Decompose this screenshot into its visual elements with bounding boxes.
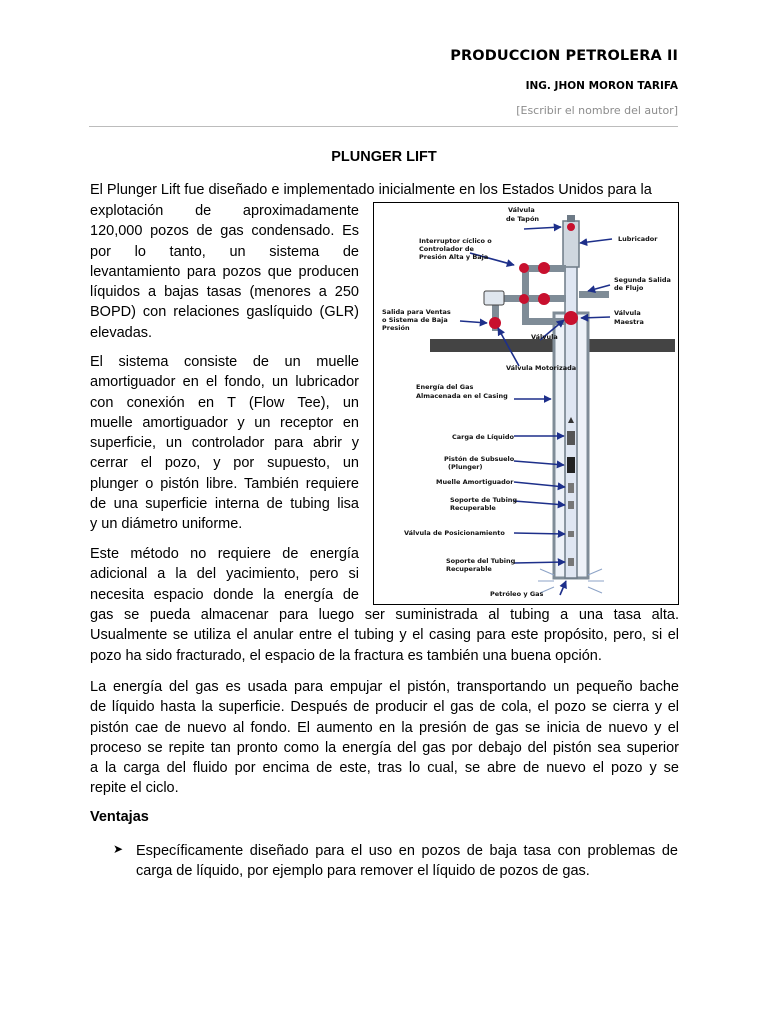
label-interruptor: Interruptor cíclico o (419, 237, 492, 245)
label-salida-ventas: Salida para Ventas (382, 308, 451, 316)
label-valvula: Válvula (531, 333, 558, 341)
paragraph-3-wide: gas se pueda almacenar para luego ser suministrada al tubing a una tasa alta. Usualmente se utiliza el anular entre el tubing y el casing para este propósito, pero, si el pozo ha sido fracturado, el espacio de la fractura es también una buena opción. (90, 607, 679, 664)
advantages-heading: Ventajas (90, 809, 149, 825)
arrow-bullet-icon: ➤ (113, 842, 124, 856)
plug-valve (567, 223, 575, 231)
advantage-item: Específicamente diseñado para el uso en pozos de baja tasa con problemas de carga de líquido, por ejemplo para remover el líquido de pozos de gas. (136, 843, 678, 880)
svg-text:Recuperable: Recuperable (450, 504, 496, 512)
svg-text:de Tapón: de Tapón (506, 215, 540, 223)
header-divider (89, 126, 678, 127)
svg-text:de Flujo: de Flujo (614, 284, 644, 292)
plunger-lift-diagram (373, 202, 679, 605)
svg-text:(Plunger): (Plunger) (448, 463, 483, 471)
tubing (565, 233, 577, 578)
label-valvula-maestra: Válvula (614, 309, 641, 317)
plunger (567, 457, 575, 473)
paragraph-4: La energía del gas es usada para empujar el pistón, transportando un pequeño bache de líquido hasta la superficie. Después de producir el gas de cola, el pozo se cierra y el pistón cae de nuevo al fondo. El aumento en la presión de gas se inicia de nuevo y el proceso se repite tan pronto como la energía del gas por debajo del pistón sea superior a la carga del fluido por encima de este, tras lo cual, se abre de nuevo el pozo y se repite el ciclo. (90, 679, 679, 797)
header-title: PRODUCCION PETROLERA II (450, 48, 678, 64)
label-segunda-salida: Segunda Salida (614, 276, 671, 284)
label-valvula-motorizada: Válvula Motorizada (506, 364, 577, 372)
master-valve (564, 311, 578, 325)
svg-text:Presión Alta y Baja: Presión Alta y Baja (419, 253, 489, 261)
label-valvula-posicionamiento: Válvula de Posicionamiento (404, 529, 505, 537)
paragraph-1: explotación de aproximadamente 120,000 pozos de gas condensado. Es por lo tanto, un sistema de levantamiento para pozos que producen líquidos a bajas tasas (menores a 250 BOPD) con relaciones gaslíquido (GLR) elevadas. (90, 203, 359, 341)
svg-text:o Sistema de Baja: o Sistema de Baja (382, 316, 448, 324)
label-soporte-tubing: Soporte de Tubing (450, 496, 518, 504)
label-valvula-tapon: Válvula (508, 206, 535, 214)
liquid-slug (567, 431, 575, 445)
motor-valve (489, 317, 501, 329)
author-placeholder[interactable]: [Escribir el nombre del autor] (516, 104, 678, 117)
label-carga-liquido: Carga de Líquido (452, 433, 514, 441)
svg-text:Almacenada en el Casing: Almacenada en el Casing (416, 392, 508, 400)
paragraph-1-first-line: El Plunger Lift fue diseñado e implementado inicialmente en los Estados Unidos para la (90, 182, 652, 198)
label-lubricador: Lubricador (618, 235, 658, 243)
label-petroleo-gas: Petróleo y Gas (490, 590, 544, 598)
paragraph-2: El sistema consiste de un muelle amortiguador en el fondo, un lubricador con conexión en T (Flow Tee), un muelle amortiguador y un receptor en superficie, un controlador para abrir y cerrar el pozo, y por supuesto, un plunger o pistón libre. También requiere de una superficie interna de tubing lisa y un diámetro uniforme. (90, 354, 359, 533)
svg-text:Presión: Presión (382, 324, 410, 332)
controller-box (484, 291, 504, 305)
document-title: PLUNGER LIFT (331, 149, 437, 165)
label-energia-gas: Energía del Gas (416, 383, 474, 391)
label-piston: Pistón de Subsuelo (444, 455, 515, 463)
header-author: ING. JHON MORON TARIFA (525, 80, 678, 92)
svg-text:Recuperable: Recuperable (446, 565, 492, 573)
label-soporte-tubing-2: Soporte del Tubing (446, 557, 516, 565)
label-muelle: Muelle Amortiguador (436, 478, 514, 486)
paragraph-3-narrow: Este método no requiere de energía adicional a la del yacimiento, pero si necesita espacio donde la energía de (90, 546, 359, 603)
svg-text:Maestra: Maestra (614, 318, 644, 326)
svg-text:Controlador de: Controlador de (419, 245, 474, 253)
